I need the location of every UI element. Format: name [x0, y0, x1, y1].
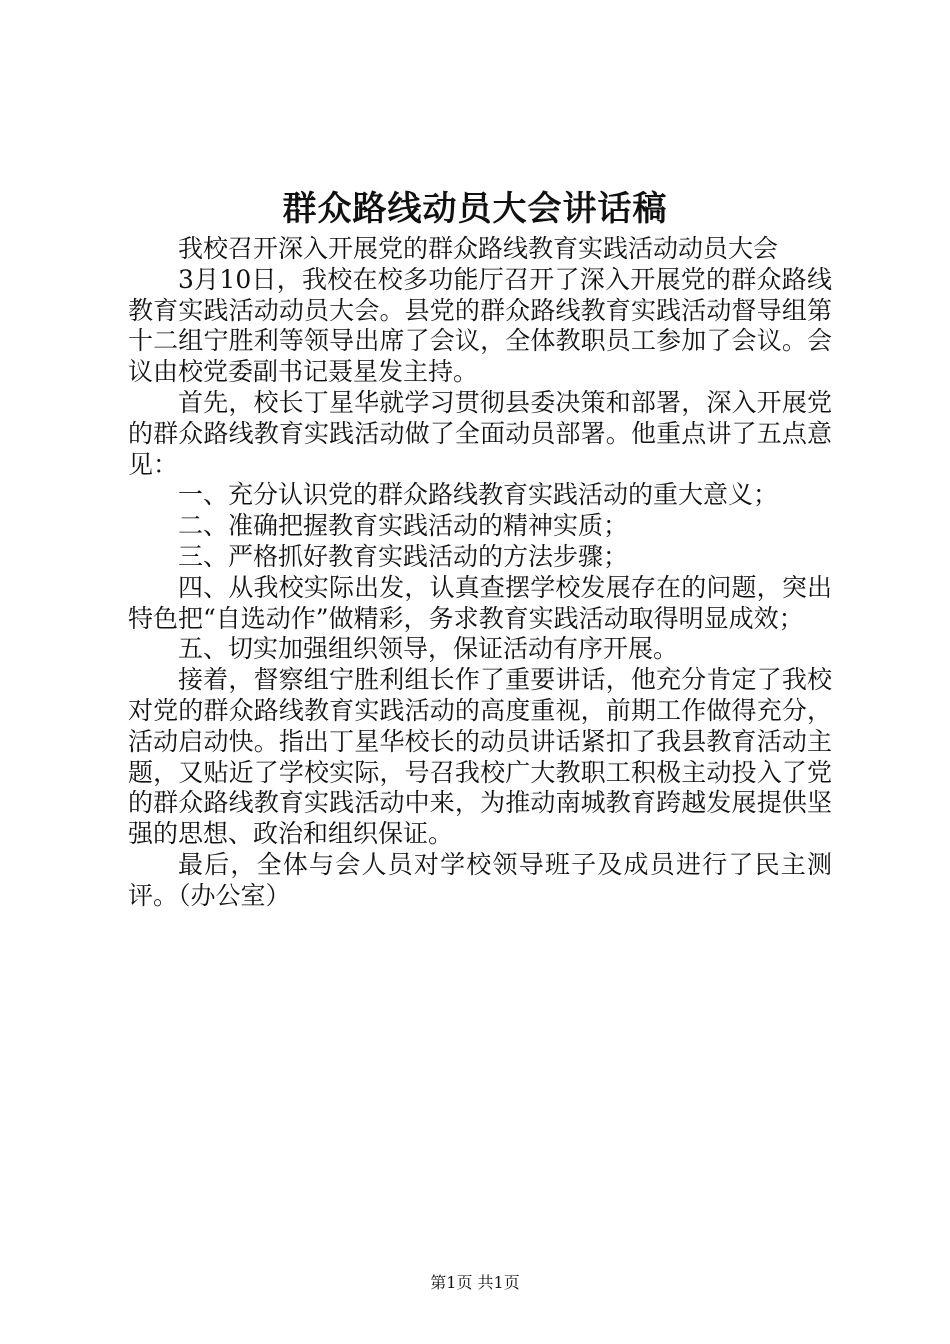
list-item: 一、充分认识党的群众路线教育实践活动的重大意义；	[178, 480, 779, 510]
list-item: 三、严格抓好教育实践活动的方法步骤；	[178, 541, 629, 571]
list-item: 四、从我校实际出发，认真查摆学校发展存在的问题，突出特色把“自选动作”做精彩，务求教育实践活动取得明显成效；	[128, 572, 832, 633]
paragraph: 首先，校长丁星华就学习贯彻县委决策和部署，深入开展党的群众路线教育实践活动做了全面动员部署。他重点讲了五点意见：	[128, 387, 832, 479]
paragraph: 接着，督察组宁胜利组长作了重要讲话，他充分肯定了我校对党的群众路线教育实践活动的高度重视，前期工作做得充分，活动启动快。指出丁星华校长的动员讲话紧扣了我县教育活动主题，又贴近了学校实际，号召我校广大教职工积极主动投入了党的群众路线教育实践活动中来，为推动南城教育跨越发展提供坚强的思想、政治和组织保证。	[128, 665, 832, 849]
list-item: 五、切实加强组织领导，保证活动有序开展。	[178, 634, 679, 664]
list-item: 二、准确把握教育实践活动的精神实质；	[178, 511, 629, 541]
document-title: 群众路线动员大会讲话稿	[282, 189, 668, 229]
paragraph-heading: 我校召开深入开展党的群众路线教育实践活动动员大会	[178, 234, 779, 263]
paragraph: 3月10日，我校在校多功能厅召开了深入开展党的群众路线教育实践活动动员大会。县党的群众路线教育实践活动督导组第十二组宁胜利等领导出席了会议，全体教职员工参加了会议。会议由校党委副书记聂星发主持。	[128, 264, 832, 387]
paragraph: 最后，全体与会人员对学校领导班子及成员进行了民主测评。（办公室）	[128, 849, 832, 910]
page-number-footer: 第1页 共1页	[430, 1273, 520, 1292]
document-body	[128, 234, 832, 912]
